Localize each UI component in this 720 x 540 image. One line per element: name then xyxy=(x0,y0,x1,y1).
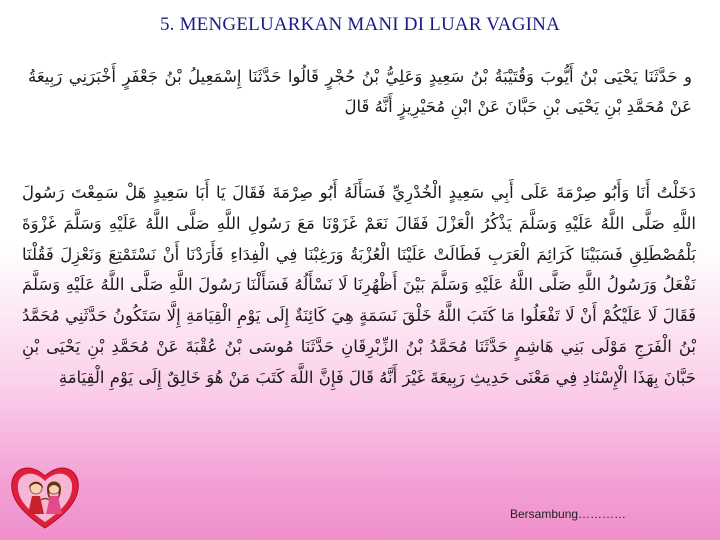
hadith-matn: دَخَلْتُ أَنَا وَأَبُو صِرْمَةَ عَلَى أَبِي سَعِيدٍ الْخُدْرِيِّ فَسَأَلَهُ أَبُو صِرْمَةَ فَقَالَ يَا أَبَا سَعِيدٍ هَلْ سَمِعْتَ رَسُولَ اللَّهِ صَلَّى اللَّهُ عَلَيْهِ وَسَلَّمَ يَذْكُرُ الْعَزْلَ فَقَالَ نَعَمْ غَزَوْنَا مَعَ رَسُولِ اللَّهِ صَلَّى اللَّهُ عَلَيْهِ وَسَلَّمَ غَزْوَةَ بَلْمُصْطَلِقِ فَسَبَيْنَا كَرَائِمَ الْعَرَبِ فَطَالَتْ عَلَيْنَا الْعُزْبَةُ وَرَغِبْنَا فِي الْفِدَاءِ فَأَرَدْنَا أَنْ نَسْتَمْتِعَ وَنَعْزِلَ فَقُلْنَا نَفْعَلُ وَرَسُولُ اللَّهِ صَلَّى اللَّهُ عَلَيْهِ وَسَلَّمَ بَيْنَ أَظْهُرِنَا لَا نَسْأَلُهُ فَسَأَلْنَا رَسُولَ اللَّهِ صَلَّى اللَّهُ عَلَيْهِ وَسَلَّمَ فَقَالَ لَا عَلَيْكُمْ أَنْ لَا تَفْعَلُوا مَا كَتَبَ اللَّهُ خَلْقَ نَسَمَةٍ هِيَ كَائِنَةٌ إِلَى يَوْمِ الْقِيَامَةِ إِلَّا سَتَكُونُ حَدَّثَنِي مُحَمَّدُ بْنُ الْفَرَجِ مَوْلَى بَنِي هَاشِمٍ حَدَّثَنَا مُحَمَّدُ بْنُ الزِّبْرِقَانِ حَدَّثَنَا مُوسَى بْنُ عُقْبَةَ عَنْ مُحَمَّدِ بْنِ يَحْيَى بْنِ حَبَّانَ بِهَذَا الْإِسْنَادِ فِي مَعْنَى حَدِيثِ رَبِيعَةَ غَيْرَ أَنَّهُ قَالَ فَإِنَّ اللَّهَ كَتَبَ مَنْ هُوَ خَالِقٌ إِلَى يَوْمِ الْقِيَامَةِ xyxy=(22,183,696,387)
hadith-isnad: و حَدَّثَنَا يَحْيَى بْنُ أَيُّوبَ وَقُتَيْبَةُ بْنُ سَعِيدٍ وَعَلِيُّ بْنُ حُجْرٍ قَالُوا حَدَّثَنَا إِسْمَعِيلُ بْنُ جَعْفَرٍ أَخْبَرَنِي رَبِيعَةُ عَنْ مُحَمَّدِ بْنِ يَحْيَى بْنِ حَبَّانَ عَنْ ابْنِ مُحَيْرِيزٍ أَنَّهُ قَالَ xyxy=(28,67,692,116)
slide-title: 5. MENGELUARKAN MANI DI LUAR VAGINA xyxy=(159,14,560,35)
couple-heart-clipart xyxy=(8,458,82,532)
continued-label: Bersambung………… xyxy=(510,507,627,521)
